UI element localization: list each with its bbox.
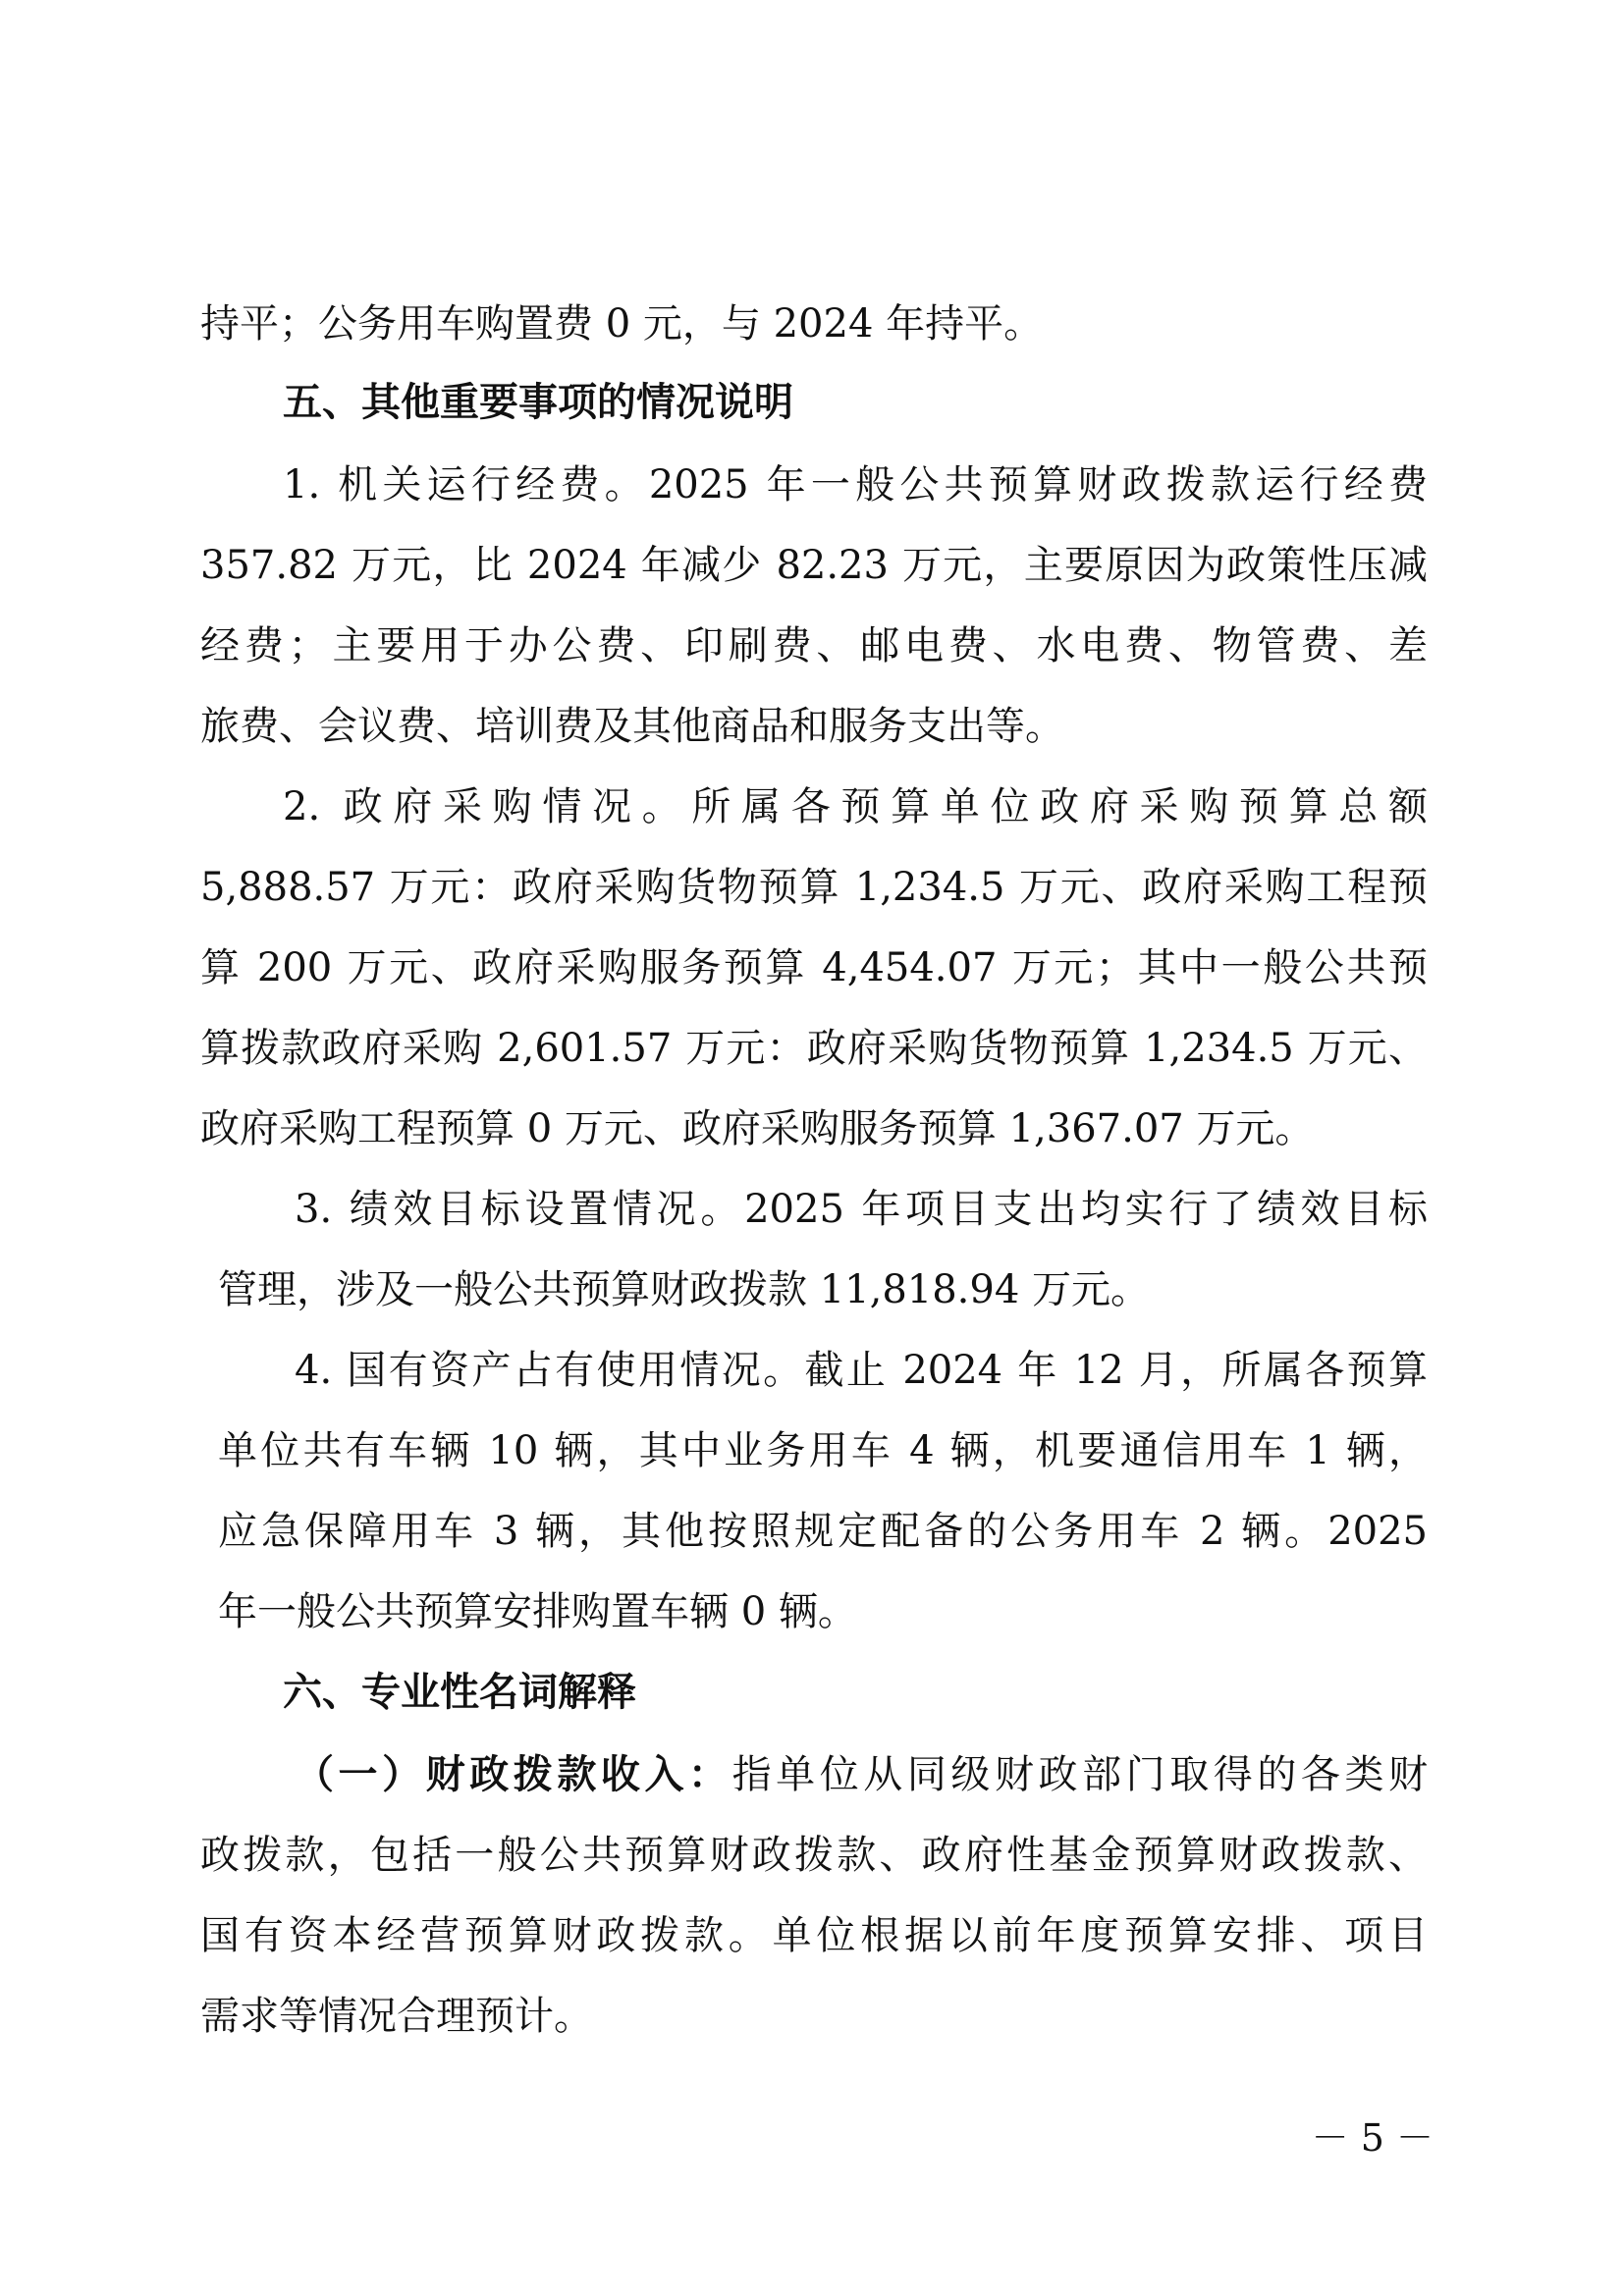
paragraph-line: 算 200 万元、政府采购服务预算 4,454.07 万元；其中一般公共预 (200, 945, 1428, 990)
paragraph-line: 需求等情况合理预计。 (200, 1994, 593, 2039)
paragraph-line: 1. 机关运行经费。2025 年一般公共预算财政拨款运行经费 (283, 462, 1428, 507)
paragraph-line: 应急保障用车 3 辆，其他按照规定配备的公务用车 2 辆。2025 (218, 1509, 1428, 1554)
paragraph-line: 政拨款，包括一般公共预算财政拨款、政府性基金预算财政拨款、 (200, 1833, 1428, 1878)
paragraph-line: 年一般公共预算安排购置车辆 0 辆。 (218, 1589, 857, 1634)
term-text: 指单位从同级财政部门取得的各类财 (731, 1752, 1429, 1797)
paragraph-line: 管理，涉及一般公共预算财政拨款 11,818.94 万元。 (218, 1267, 1151, 1312)
page-number: － 5 － (1311, 2116, 1434, 2160)
paragraph-line: 经费；主要用于办公费、印刷费、邮电费、水电费、物管费、差 (200, 623, 1428, 668)
paragraph-line: 4. 国有资产占有使用情况。截止 2024 年 12 月，所属各预算 (295, 1348, 1428, 1393)
section-heading-6: 六、专业性名词解释 (283, 1670, 636, 1715)
paragraph-line: 3. 绩效目标设置情况。2025 年项目支出均实行了绩效目标 (295, 1187, 1428, 1232)
paragraph-line: 5,888.57 万元：政府采购货物预算 1,234.5 万元、政府采购工程预 (200, 865, 1428, 910)
term-label: （一）财政拨款收入： (295, 1751, 732, 1797)
paragraph-line: 算拨款政府采购 2,601.57 万元：政府采购货物预算 1,234.5 万元、 (200, 1026, 1428, 1071)
term-definition-line (295, 1745, 1428, 1804)
paragraph-line: 旅费、会议费、培训费及其他商品和服务支出等。 (200, 704, 1064, 749)
section-heading-5: 五、其他重要事项的情况说明 (283, 380, 793, 425)
paragraph-line: 政府采购工程预算 0 万元、政府采购服务预算 1,367.07 万元。 (200, 1106, 1315, 1151)
paragraph-line: 357.82 万元，比 2024 年减少 82.23 万元，主要原因为政策性压减 (200, 543, 1428, 588)
paragraph-line: 2. 政府采购情况。所属各预算单位政府采购预算总额 (283, 784, 1428, 829)
paragraph-line: 国有资本经营预算财政拨款。单位根据以前年度预算安排、项目 (200, 1913, 1428, 1958)
paragraph-line: 单位共有车辆 10 辆，其中业务用车 4 辆，机要通信用车 1 辆， (218, 1428, 1428, 1473)
paragraph-line: 持平；公务用车购置费 0 元，与 2024 年持平。 (200, 301, 1044, 347)
